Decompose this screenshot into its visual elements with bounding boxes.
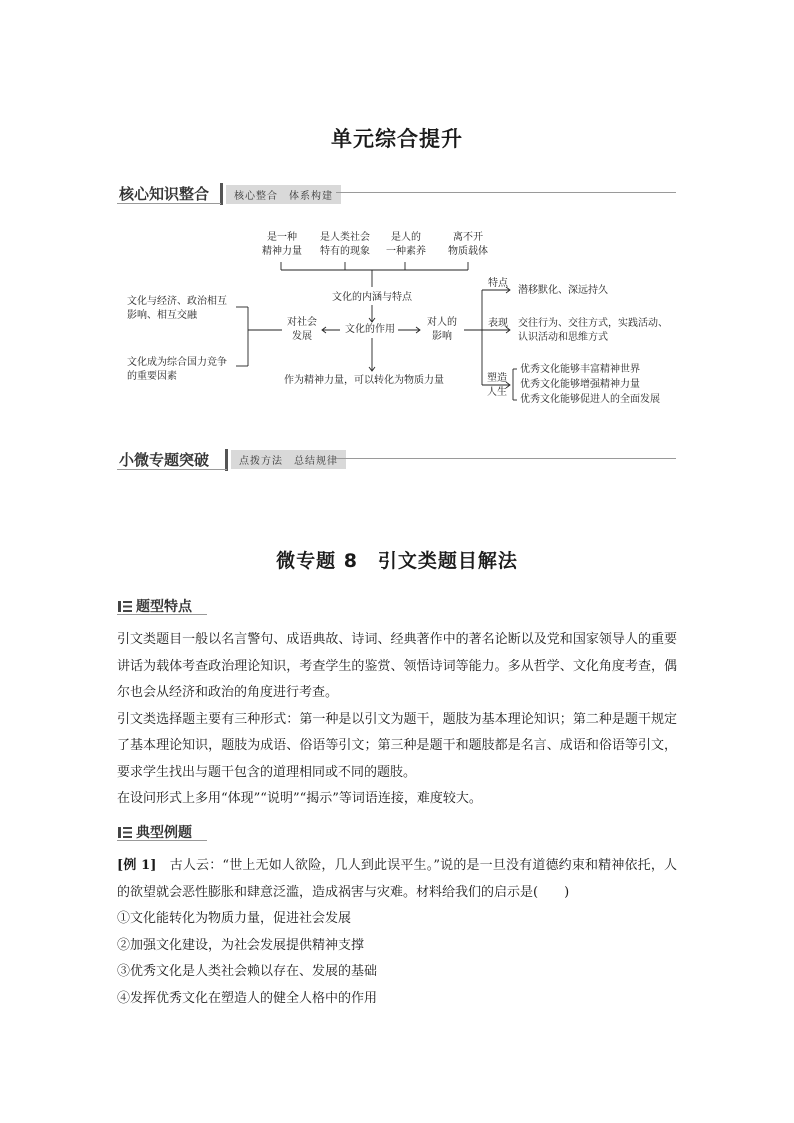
option: ②加强文化建设，为社会发展提供精神支撑 (117, 937, 365, 953)
mindmap-connectors (0, 0, 794, 420)
banner-topic-title: 小微专题突破 (119, 451, 210, 469)
banner-core-knowledge-title: 核心知识整合 (119, 185, 210, 203)
option: ③优秀文化是人类社会赖以存在、发展的基础 (117, 964, 378, 979)
example-body (117, 853, 677, 1012)
section-heading: 典型例题 (118, 822, 192, 842)
mindmap-left-item: 文化成为综合国力竞争 的重要因素 (127, 357, 227, 382)
mindmap-person: 对人的 影响 (427, 317, 457, 342)
subtitle: 微专题 8 引文类题目解法 (276, 550, 518, 572)
banner-topic-tag: 点拨方法 总结规律 (231, 450, 346, 469)
section-underline (117, 840, 207, 841)
section-heading: 题型特点 (118, 596, 192, 616)
list-icon (118, 601, 132, 612)
paragraph: 引文类选择题主要有三种形式：第一种是以引文为题干，题肢为基本理论知识；第二种是题干规定了基本理论知识，题肢为成语、俗语等引文；第三种是题干和题肢都是名言、成语和俗语等引文，要求学生找出与题干包含的道理相同或不同的题肢。 (117, 711, 677, 780)
mindmap-connotation: 文化的内涵与特点 (332, 292, 412, 303)
option: ①文化能转化为物质力量，促进社会发展 (117, 911, 352, 926)
mindmap-top-item: 离不开 物质载体 (448, 232, 488, 257)
mindmap-bottom: 作为精神力量，可以转化为物质力量 (284, 375, 444, 386)
mindmap-role: 文化的作用 (345, 324, 395, 335)
example-label: [例 1] (117, 858, 157, 873)
mindmap-branch-label: 塑造 人生 (487, 373, 507, 398)
option: ④发挥优秀文化在塑造人的健全人格中的作用 (117, 990, 378, 1006)
banner-core-knowledge-tag: 核心整合 体系构建 (226, 185, 341, 204)
paragraph: 在设问形式上多用“体现”“说明”“揭示”等词语连接，难度较大。 (117, 791, 482, 806)
mindmap-branch-item: 交往行为、交往方式，实践活动、 认识活动和思维方式 (518, 318, 668, 343)
mindmap-top-item: 是一种 精神力量 (262, 232, 302, 257)
mindmap-society: 对社会 发展 (287, 317, 317, 342)
mindmap-top-item: 是人类社会 特有的现象 (320, 232, 370, 257)
mindmap-left-item: 文化与经济、政治相互 影响、相互交融 (127, 296, 227, 321)
section-body (117, 627, 677, 813)
banner-divider (225, 449, 228, 471)
banner-rule (336, 458, 676, 459)
section-underline (117, 614, 207, 615)
banner-underline (117, 469, 227, 470)
mindmap-branch-item: 潜移默化、深远持久 (518, 285, 608, 296)
mindmap-branch-label: 表现 (488, 318, 508, 329)
example-question: [例 1] 古人云：“世上无如人欲险，几人到此误平生。”说的是一旦没有道德约束和精神依托，人的欲望就会恶性膨胀和肆意泛滥，造成祸害与灾难。材料给我们的启示是( ) (117, 858, 677, 900)
mindmap-top-item: 是人的 一种素养 (386, 232, 426, 257)
mindmap-branch-label: 特点 (488, 278, 508, 289)
list-icon (118, 827, 132, 838)
mindmap-branch-item: 优秀文化能够丰富精神世界 优秀文化能够增强精神力量 优秀文化能够促进人的全面发展 (520, 364, 660, 405)
paragraph: 引文类题目一般以名言警句、成语典故、诗词、经典著作中的著名论断以及党和国家领导人的重要讲话为载体考查政治理论知识，考查学生的鉴赏、领悟诗词等能力。多从哲学、文化角度考查，偶尔也会从经济和政治的角度进行考查。 (117, 632, 677, 700)
page-title: 单元综合提升 (331, 127, 463, 151)
mindmap (0, 0, 794, 420)
